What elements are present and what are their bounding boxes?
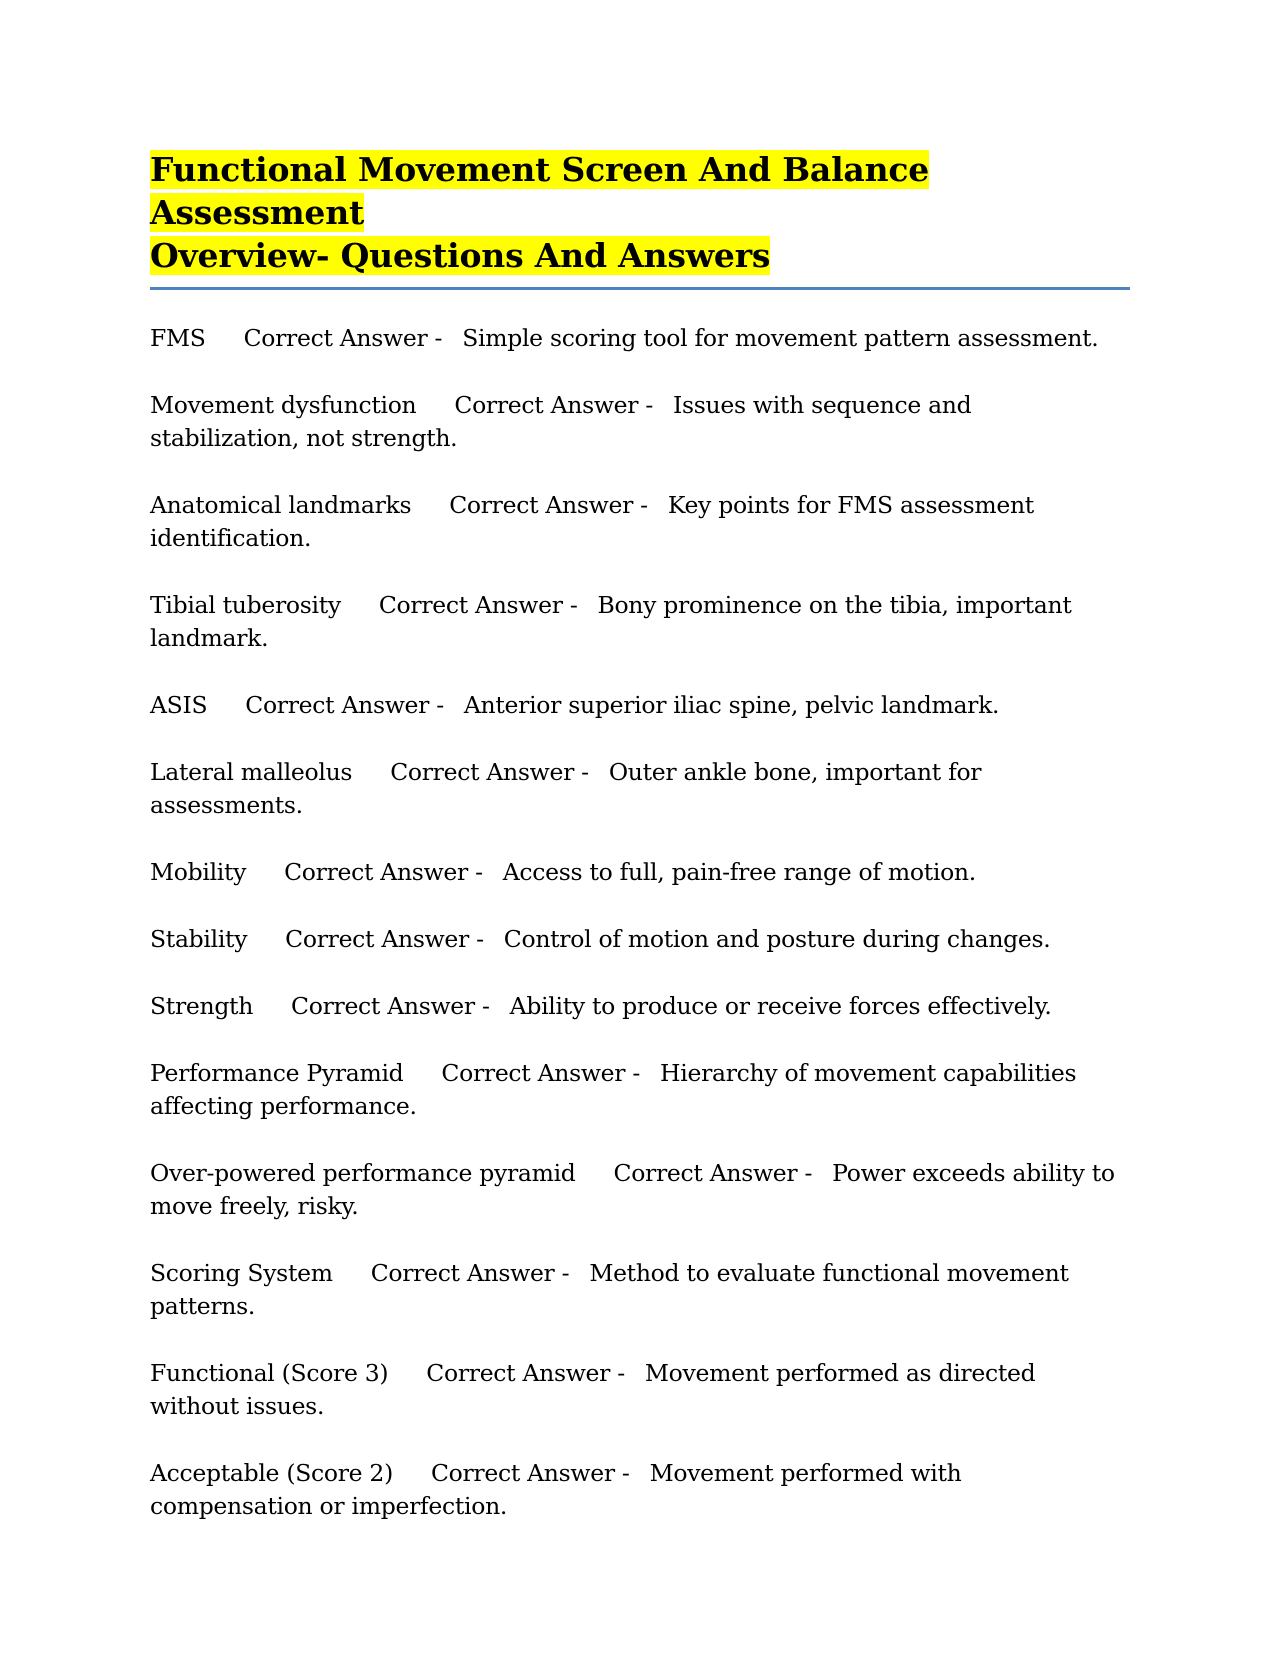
qa-answer-label: Correct Answer -	[430, 1459, 630, 1487]
qa-item	[150, 923, 1125, 956]
qa-answer: Control of motion and posture during changes.	[503, 925, 1051, 953]
document-header	[150, 148, 1130, 290]
qa-item	[150, 322, 1125, 355]
qa-item	[150, 990, 1125, 1023]
qa-term: Functional (Score 3)	[150, 1359, 389, 1387]
qa-answer-label: Correct Answer -	[390, 758, 589, 786]
qa-answer-label: Correct Answer -	[284, 858, 483, 886]
qa-term: Strength	[150, 992, 254, 1020]
document-title-line2: Overview- Questions And Answers	[150, 236, 771, 275]
qa-answer-label: Correct Answer -	[370, 1259, 570, 1287]
document-title-line1: Functional Movement Screen And Balance Assessment	[150, 150, 930, 232]
qa-answer-label: Correct Answer -	[426, 1359, 625, 1387]
qa-answer: Outer ankle bone, important for assessments.	[150, 758, 982, 819]
qa-answer: Movement performed with compensation or imperfection.	[150, 1459, 962, 1520]
qa-item	[150, 489, 1125, 555]
qa-term: Acceptable (Score 2)	[150, 1459, 393, 1487]
qa-item	[150, 756, 1125, 822]
qa-item	[150, 856, 1125, 889]
qa-term: Over-powered performance pyramid	[150, 1159, 576, 1187]
qa-answer-label: Correct Answer -	[454, 391, 654, 419]
qa-list	[150, 322, 1130, 1523]
qa-item	[150, 1257, 1125, 1323]
qa-answer: Movement performed as directed without issues.	[150, 1359, 1036, 1420]
qa-item	[150, 689, 1125, 722]
qa-answer: Hierarchy of movement capabilities affecting performance.	[150, 1059, 1077, 1120]
qa-answer: Key points for FMS assessment identification.	[150, 491, 1034, 552]
qa-term: Lateral malleolus	[150, 758, 353, 786]
qa-term: Anatomical landmarks	[150, 491, 412, 519]
qa-term: FMS	[150, 324, 206, 352]
qa-term: Mobility	[150, 858, 247, 886]
qa-item	[150, 1457, 1125, 1523]
qa-answer: Power exceeds ability to move freely, risky.	[150, 1159, 1115, 1220]
document-title	[150, 148, 1130, 277]
qa-answer: Method to evaluate functional movement patterns.	[150, 1259, 1069, 1320]
qa-term: Movement dysfunction	[150, 391, 417, 419]
qa-answer-label: Correct Answer -	[449, 491, 648, 519]
qa-answer: Anterior superior iliac spine, pelvic landmark.	[463, 691, 1000, 719]
qa-answer-label: Correct Answer -	[243, 324, 443, 352]
qa-answer-label: Correct Answer -	[245, 691, 444, 719]
qa-answer-label: Correct Answer -	[441, 1059, 641, 1087]
qa-item	[150, 1057, 1125, 1123]
document-page	[150, 148, 1130, 1557]
qa-item	[150, 1157, 1125, 1223]
qa-item	[150, 1357, 1125, 1423]
qa-term: Scoring System	[150, 1259, 333, 1287]
qa-answer: Simple scoring tool for movement pattern assessment.	[462, 324, 1099, 352]
qa-answer-label: Correct Answer -	[285, 925, 484, 953]
qa-answer: Ability to produce or receive forces effectively.	[509, 992, 1052, 1020]
qa-answer: Access to full, pain-free range of motion.	[502, 858, 976, 886]
qa-answer: Issues with sequence and stabilization, not strength.	[150, 391, 972, 452]
qa-item	[150, 389, 1125, 455]
qa-answer-label: Correct Answer -	[613, 1159, 813, 1187]
qa-answer-label: Correct Answer -	[291, 992, 490, 1020]
qa-term: Tibial tuberosity	[150, 591, 341, 619]
qa-term: ASIS	[150, 691, 208, 719]
qa-answer-label: Correct Answer -	[378, 591, 578, 619]
qa-term: Performance Pyramid	[150, 1059, 404, 1087]
qa-item	[150, 589, 1125, 655]
qa-answer: Bony prominence on the tibia, important landmark.	[150, 591, 1072, 652]
qa-term: Stability	[150, 925, 248, 953]
